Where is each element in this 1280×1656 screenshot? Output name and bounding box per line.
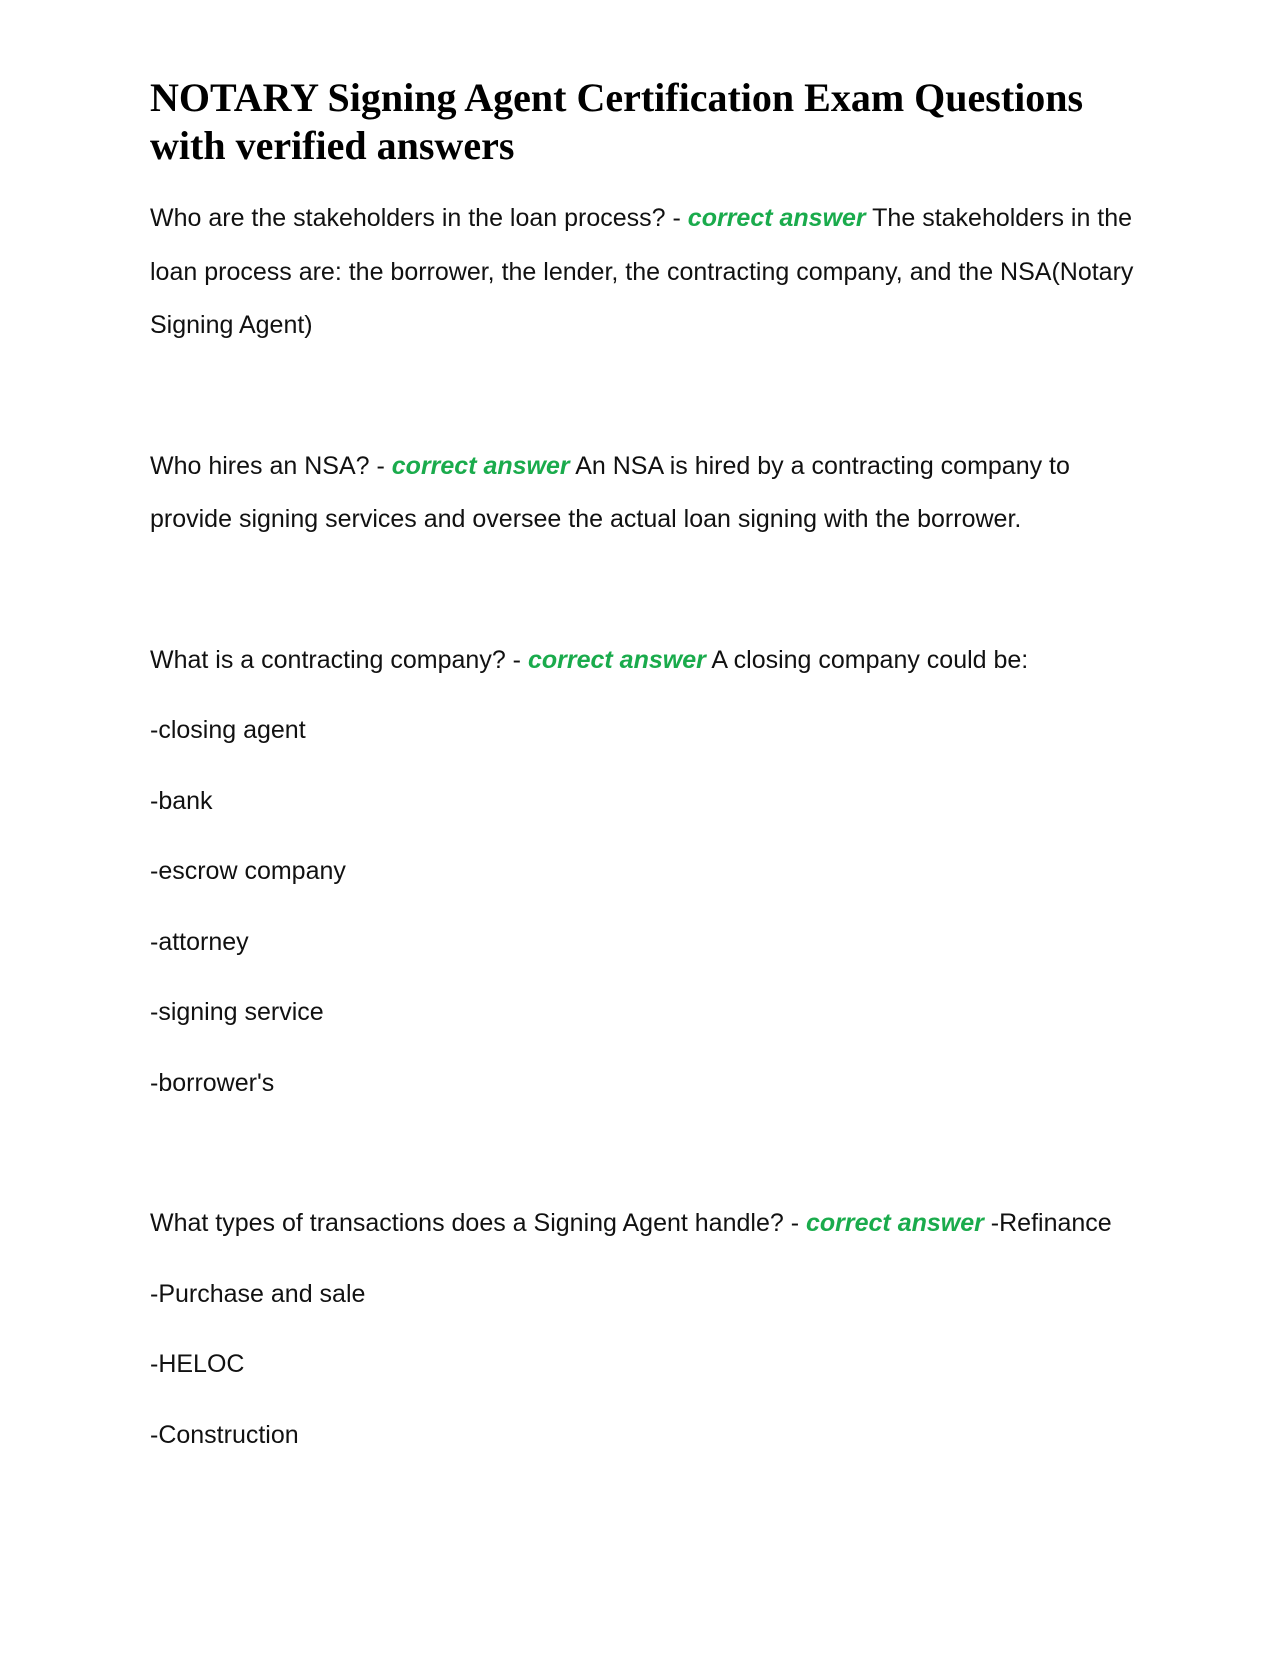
- list-item: -attorney: [150, 927, 249, 956]
- correct-answer-label: correct answer: [527, 645, 706, 674]
- list-item: -borrower's: [150, 1068, 275, 1097]
- qa-block-who-hires: [150, 440, 1140, 547]
- spacer: [150, 1110, 1140, 1197]
- question-text: What is a contracting company? -: [150, 645, 528, 674]
- answer-text: An NSA is hired by a contracting company to provide signing services and oversee the actual loan signing with the borrower.: [150, 451, 1070, 533]
- document-title: NOTARY Signing Agent Certification Exam Questions with verified answers: [150, 75, 1084, 168]
- list-item: -bank: [150, 786, 213, 815]
- list-item: -closing agent: [150, 716, 306, 744]
- question-text: What types of transactions does a Signing Agent handle? -: [150, 1209, 806, 1237]
- correct-answer-label: correct answer: [687, 204, 866, 232]
- answer-text: A closing company could be:: [705, 645, 1029, 674]
- qa-paragraph: [150, 1197, 1140, 1251]
- document-page: [150, 74, 1140, 1462]
- list-item: -escrow company: [150, 857, 346, 885]
- spacer: [150, 547, 1140, 634]
- correct-answer-label: correct answer: [805, 1209, 984, 1237]
- list-item: -Construction: [150, 1420, 299, 1449]
- qa-paragraph: [150, 192, 1140, 353]
- list-item: -signing service: [150, 998, 324, 1026]
- qa-paragraph: [150, 440, 1140, 547]
- list-item: -Purchase and sale: [150, 1279, 366, 1308]
- question-text: Who hires an NSA? -: [150, 451, 392, 480]
- answer-text: The stakeholders in the loan process are: the borrower, the lender, the contracting company, and the NSA(Notary Signing Agent): [150, 204, 1134, 339]
- question-text: Who are the stakeholders in the loan process? -: [150, 204, 688, 232]
- qa-block-stakeholders: [150, 192, 1140, 353]
- list-item: -HELOC: [150, 1350, 245, 1378]
- spacer: [150, 353, 1140, 440]
- qa-block-contracting-company: [150, 634, 1140, 1111]
- qa-block-transaction-types: [150, 1197, 1140, 1462]
- qa-paragraph: [150, 634, 1140, 688]
- correct-answer-label: correct answer: [391, 451, 570, 480]
- answer-text: -Refinance: [983, 1209, 1112, 1237]
